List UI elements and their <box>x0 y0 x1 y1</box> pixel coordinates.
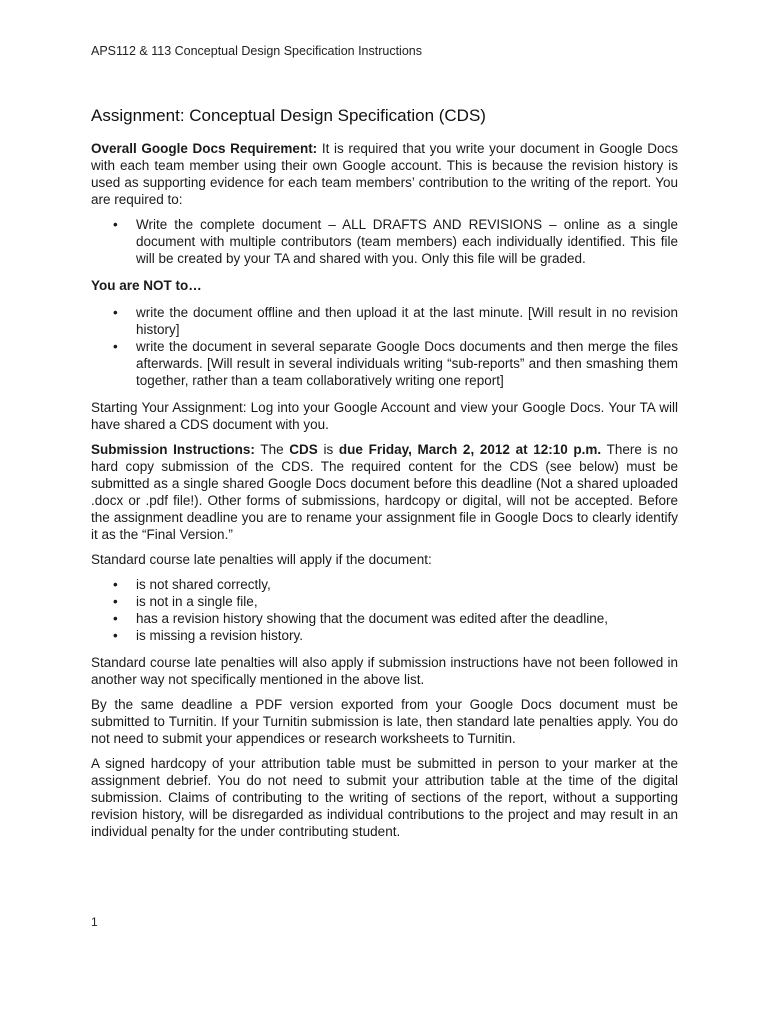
list-item <box>91 627 678 644</box>
starting-assignment-paragraph: Starting Your Assignment: Log into your Google Account and view your Google Docs. Your TA will have shared a CDS document with you. <box>91 400 678 432</box>
list-item-text: write the document offline and then upload it at the last minute. [Will result in no revision history] <box>136 305 678 337</box>
turnitin-paragraph: By the same deadline a PDF version exported from your Google Docs document must be submitted to Turnitin. If your Turnitin submission is late, then standard late penalties apply. You do not need to submit your appendices or research worksheets to Turnitin. <box>91 697 678 746</box>
bullet-icon: • <box>113 611 118 626</box>
paragraph-text: is <box>317 442 339 457</box>
list-item-text: is not shared correctly, <box>136 577 271 592</box>
list-item <box>91 593 678 610</box>
list-item-text: write the document in several separate Google Docs documents and then merge the files afterwards. [Will result in several individuals writing “sub-reports” and then smashing them together, rather than a team collaboratively writing one report] <box>136 339 678 388</box>
paragraph-text: It is required that you write your document in Google Docs with each team member using their own Google account. This is because the revision history is used as supporting evidence for each team members’ contribution to the writing of the report. You are required to: <box>91 141 678 207</box>
page-number: 1 <box>91 915 98 929</box>
due-date: due Friday, March 2, 2012 at 12:10 p.m. <box>338 442 602 457</box>
bullet-icon: • <box>113 339 118 354</box>
page-title: Assignment: Conceptual Design Specification (CDS) <box>91 106 486 125</box>
list-item-text: Write the complete document – ALL DRAFTS AND REVISIONS – online as a single document with multiple contributors (team members) each individually identified. This file will be created by your TA and shared with you. Only this file will be graded. <box>136 217 678 266</box>
list-item <box>91 576 678 593</box>
cds-term: CDS <box>289 442 318 457</box>
bullet-icon: • <box>113 305 118 320</box>
bullet-icon: • <box>113 628 118 643</box>
google-docs-requirement-paragraph <box>91 140 678 208</box>
bullet-icon: • <box>113 217 118 232</box>
paragraph-text: The <box>254 442 290 457</box>
paragraph-text: There is no hard copy submission of the CDS. The required content for the CDS (see below) must be submitted as a single shared Google Docs document before this deadline (Not a shared uploaded .docx or .pdf file!). Other forms of submissions, hardcopy or digital, will not be accepted. Before the assignment deadline you are to rename your assignment file in Google Docs to clearly identify it as the “Final Version.” <box>91 442 678 542</box>
list-item-text: is missing a revision history. <box>136 628 304 643</box>
list-item-text: has a revision history showing that the document was edited after the deadline, <box>136 611 609 626</box>
bullet-icon: • <box>113 577 118 592</box>
late-penalty-additional-paragraph: Standard course late penalties will also apply if submission instructions have not been followed in another way not specifically mentioned in the above list. <box>91 655 678 687</box>
late-penalty-list <box>91 576 678 644</box>
list-item-text: is not in a single file, <box>136 594 258 609</box>
paragraph-lead: Submission Instructions: <box>91 442 255 457</box>
submission-instructions-paragraph <box>91 441 678 543</box>
bullet-icon: • <box>113 594 118 609</box>
running-header: APS112 & 113 Conceptual Design Specification Instructions <box>91 44 422 58</box>
list-item <box>91 338 678 389</box>
not-to-heading: You are NOT to… <box>91 278 202 293</box>
prohibitions-list <box>91 304 678 389</box>
requirements-list <box>91 216 678 267</box>
list-item <box>91 610 678 627</box>
paragraph-lead: Overall Google Docs Requirement: <box>91 141 318 156</box>
attribution-table-paragraph: A signed hardcopy of your attribution table must be submitted in person to your marker at the assignment debrief. You do not need to submit your attribution table at the time of the digital submission. Claims of contributing to the writing of sections of the report, without a supporting revision history, will be disregarded as individual contributions to the project and may result in an individual penalty for the under contributing student. <box>91 756 678 839</box>
list-item <box>91 304 678 338</box>
late-penalty-intro: Standard course late penalties will apply if the document: <box>91 552 432 567</box>
document-body <box>91 140 678 848</box>
list-item <box>91 216 678 267</box>
